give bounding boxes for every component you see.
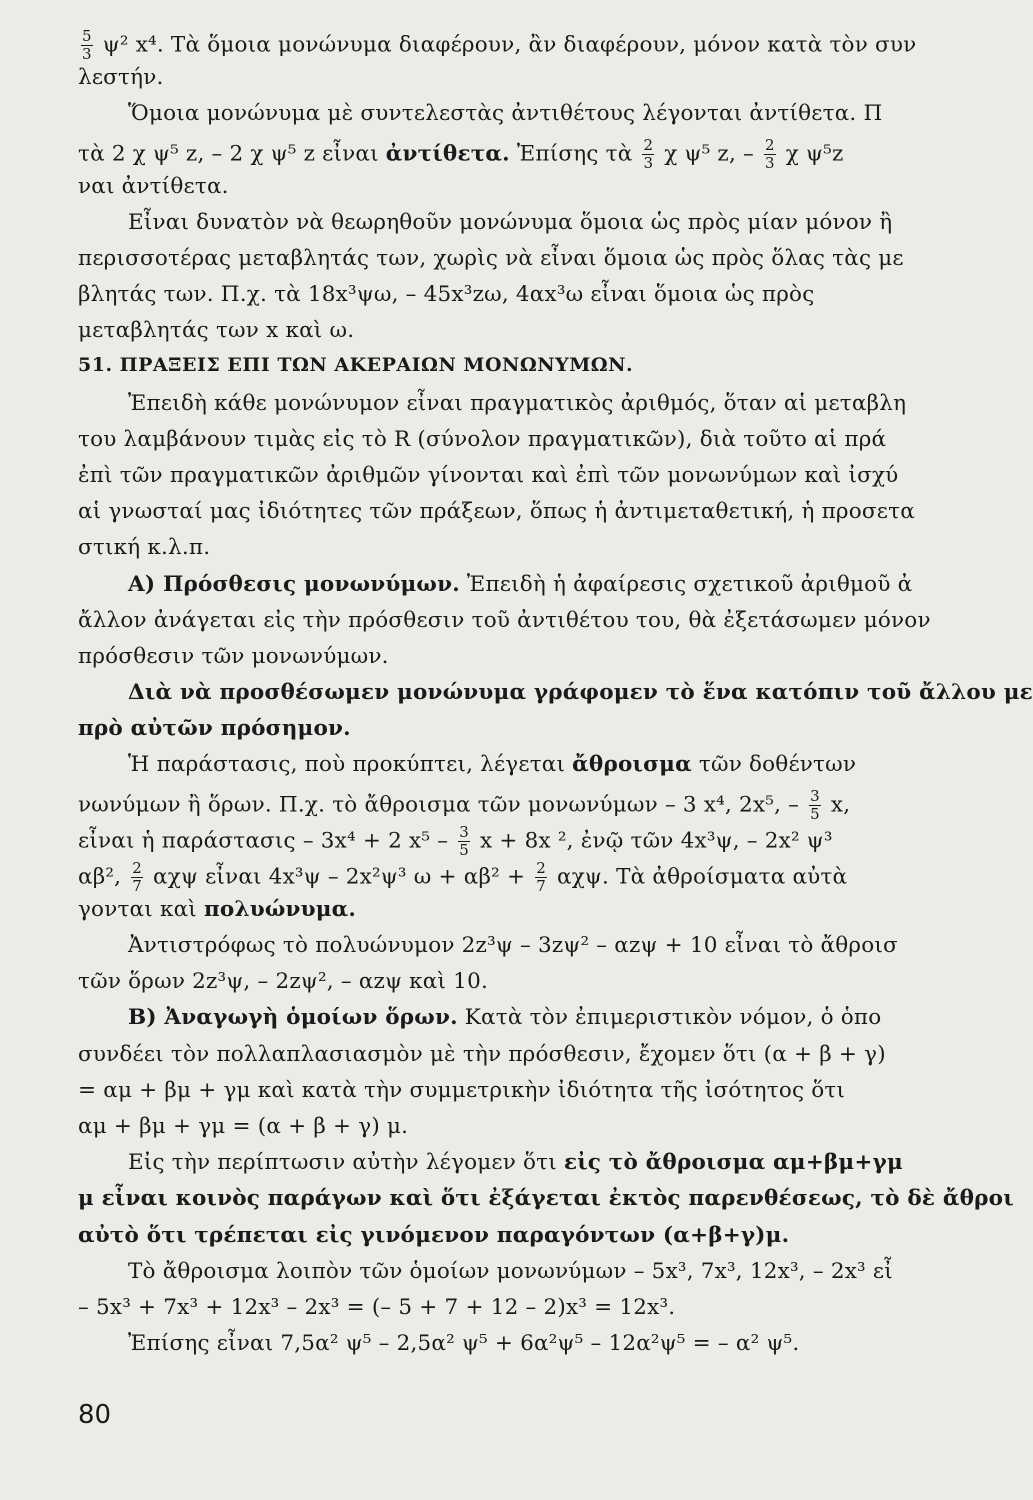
- fraction: $\frac{2}{7}$: [132, 859, 142, 895]
- text-line: τὰ 2 χ ψ⁵ z, – 2 χ ψ⁵ z εἶναι ἀντίθετα. Ἐπίσης τὰ $\frac{2}{3}$ χ ψ⁵ z, – $\frac{2}{3}$ χ ψ⁵z: [78, 136, 844, 172]
- text-line: τῶν ὅρων 2z³ψ, – 2zψ², – αzψ καὶ 10.: [78, 969, 488, 994]
- text-line: = αμ + βμ + γμ καὶ κατὰ τὴν συμμετρικὴν ἰδιότητα τῆς ἰσότητος ὅτι: [78, 1078, 846, 1103]
- text-line: αβ², $\frac{2}{7}$ αχψ εἶναι 4x³ψ – 2x²ψ³ ω + αβ² + $\frac{2}{7}$ αχψ. Τὰ ἀθροίσματα αὐτὰ: [78, 859, 848, 895]
- text-line: Ἐπίσης εἶναι 7,5α² ψ⁵ – 2,5α² ψ⁵ + 6α²ψ⁵ – 12α²ψ⁵ = – α² ψ⁵.: [128, 1331, 800, 1356]
- text-line: Τὸ ἄθροισμα λοιπὸν τῶν ὁμοίων μονωνύμων – 5x³, 7x³, 12x³, – 2x³ εἶ: [128, 1259, 893, 1284]
- text-line: λεστήν.: [78, 65, 164, 90]
- section-heading: 51. ΠΡΑΞΕΙΣ ΕΠΙ ΤΩΝ ΑΚΕΡΑΙΩΝ ΜΟΝΩΝΥΜΩΝ.: [78, 354, 634, 376]
- text-line: Ἐπειδὴ κάθε μονώνυμον εἶναι πραγματικὸς ἀριθμός, ὅταν αἱ μεταβλη: [128, 391, 907, 416]
- text-line: πρόσθεσιν τῶν μονωνύμων.: [78, 644, 389, 669]
- text-line: $\frac{5}{3}$ ψ² x⁴. Τὰ ὅμοια μονώνυμα διαφέρουν, ἂν διαφέρουν, μόνον κατὰ τὸν συν: [82, 27, 917, 63]
- text-line: Εἰς τὴν περίπτωσιν αὐτὴν λέγομεν ὅτι εἰς τὸ ἄθροισμα αμ+βμ+γμ: [128, 1150, 903, 1175]
- text-line: του λαμβάνουν τιμὰς εἰς τὸ R (σύνολον πραγματικῶν), διὰ τοῦτο αἱ πρά: [78, 427, 887, 452]
- rule-statement: πρὸ αὐτῶν πρόσημον.: [78, 716, 351, 741]
- text-line: περισσοτέρας μεταβλητάς των, χωρὶς νὰ εἶναι ὅμοια ὡς πρὸς ὅλας τὰς με: [78, 246, 904, 271]
- rule-statement: μ εἶναι κοινὸς παράγων καὶ ὅτι ἐξάγεται ἐκτὸς παρενθέσεως, τὸ δὲ ἄθροι: [78, 1186, 1014, 1211]
- rule-statement: Διὰ νὰ προσθέσωμεν μονώνυμα γράφομεν τὸ ἕνα κατόπιν τοῦ ἄλλου με: [128, 680, 1033, 705]
- fraction: $\frac{2}{3}$: [643, 136, 654, 172]
- text-line: Ἡ παράστασις, ποὺ προκύπτει, λέγεται ἄθροισμα τῶν δοθέντων: [128, 752, 857, 777]
- subsection-title: Β) Ἀναγωγὴ ὁμοίων ὅρων.: [128, 1005, 458, 1030]
- subsection-title: Α) Πρόσθεσις μονωνύμων.: [128, 572, 460, 597]
- fraction: $\frac{2}{7}$: [536, 859, 546, 895]
- text-line: γονται καὶ πολυώνυμα.: [78, 897, 357, 922]
- text-line: Α) Πρόσθεσις μονωνύμων. Ἐπειδὴ ἡ ἀφαίρεσις σχετικοῦ ἀριθμοῦ ἀ: [128, 572, 913, 597]
- text-line: εἶναι ἡ παράστασις – 3x⁴ + 2 x⁵ – $\frac{3}{5}$ x + 8x ², ἐνῷ τῶν 4x³ψ, – 2x² ψ³: [78, 823, 833, 859]
- rule-statement: αὐτὸ ὅτι τρέπεται εἰς γινόμενον παραγόντων (α+β+γ)μ.: [78, 1223, 790, 1248]
- text-line: ἐπὶ τῶν πραγματικῶν ἀριθμῶν γίνονται καὶ ἐπὶ τῶν μονωνύμων καὶ ἰσχύ: [78, 463, 899, 488]
- text-line: Β) Ἀναγωγὴ ὁμοίων ὅρων. Κατὰ τὸν ἐπιμεριστικὸν νόμον, ὁ ὁπο: [128, 1005, 882, 1030]
- text-line: συνδέει τὸν πολλαπλασιασμὸν μὲ τὴν πρόσθεσιν, ἔχομεν ὅτι (α + β + γ): [78, 1042, 886, 1067]
- text-line: Εἶναι δυνατὸν νὰ θεωρηθοῦν μονώνυμα ὅμοια ὡς πρὸς μίαν μόνον ἢ: [128, 210, 893, 235]
- text-line: νωνύμων ἢ ὅρων. Π.χ. τὸ ἄθροισμα τῶν μονωνύμων – 3 x⁴, 2x⁵, – $\frac{3}{5}$ x,: [78, 787, 851, 823]
- text-line: Ὅμοια μονώνυμα μὲ συντελεστὰς ἀντιθέτους λέγονται ἀντίθετα. Π: [128, 101, 883, 126]
- text-line: βλητάς των. Π.χ. τὰ 18x³ψω, – 45x³zω, 4αx³ω εἶναι ὅμοια ὡς πρὸς: [78, 282, 815, 307]
- text-line: Ἀντιστρόφως τὸ πολυώνυμον 2z³ψ – 3zψ² – αzψ + 10 εἶναι τὸ ἄθροισ: [128, 933, 898, 958]
- fraction: $\frac{3}{5}$: [810, 787, 820, 823]
- fraction: $\frac{5}{3}$: [82, 27, 92, 63]
- text-line: ναι ἀντίθετα.: [78, 174, 229, 199]
- fraction: $\frac{2}{3}$: [765, 136, 775, 172]
- text-line: αἱ γνωσταί μας ἰδιότητες τῶν πράξεων, ὅπως ἡ ἀντιμεταθετική, ἡ προσετα: [78, 499, 915, 524]
- text-line: – 5x³ + 7x³ + 12x³ – 2x³ = (– 5 + 7 + 12 – 2)x³ = 12x³.: [78, 1295, 676, 1320]
- fraction: $\frac{3}{5}$: [459, 823, 469, 859]
- text-line: μεταβλητάς των x καὶ ω.: [78, 318, 355, 343]
- text-line: στική κ.λ.π.: [78, 535, 211, 560]
- text-line: αμ + βμ + γμ = (α + β + γ) μ.: [78, 1114, 409, 1139]
- page-number: 80: [78, 1400, 112, 1430]
- text-line: ἄλλον ἀνάγεται εἰς τὴν πρόσθεσιν τοῦ ἀντιθέτου του, θὰ ἐξετάσωμεν μόνον: [78, 608, 931, 633]
